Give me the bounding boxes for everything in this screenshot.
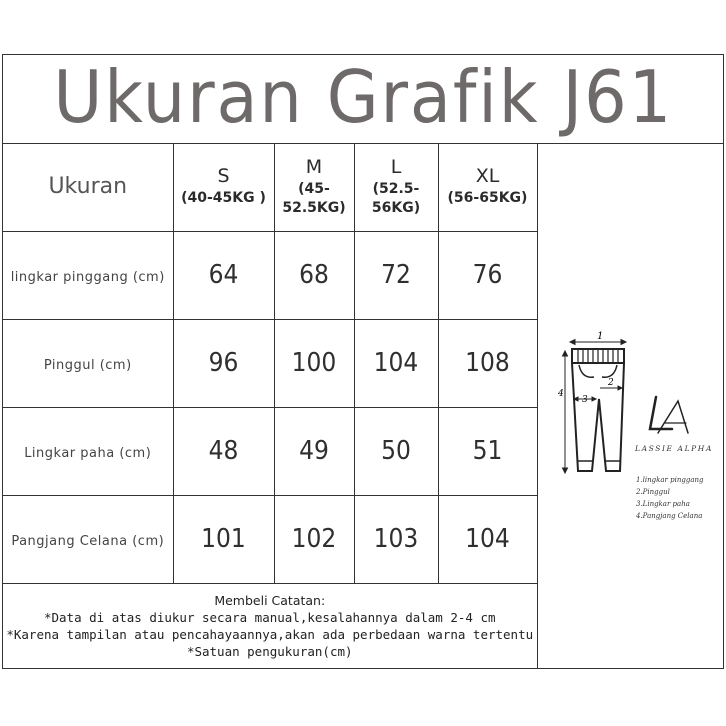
size-name: XL xyxy=(475,165,500,188)
value: 48 xyxy=(208,436,239,466)
size-table xyxy=(3,143,538,669)
row-label-cell xyxy=(3,231,173,319)
size-name: M xyxy=(305,155,323,178)
note-line: *Data di atas diukur secara manual,kesalahannya dalam 2-4 cm xyxy=(43,610,496,626)
value: 64 xyxy=(208,260,239,290)
value: 76 xyxy=(472,260,503,290)
size-name: L xyxy=(390,155,402,178)
value-cell xyxy=(274,231,354,319)
value-cell xyxy=(354,319,438,407)
value: 51 xyxy=(472,436,503,466)
value: 104 xyxy=(465,524,510,554)
row-label: Pangjang Celana (cm) xyxy=(11,533,165,549)
brand-name: LASSIE ALPHA xyxy=(635,444,713,453)
notes-title: Membeli Catatan: xyxy=(214,593,326,609)
size-name: S xyxy=(217,165,230,188)
marker-2: 2 xyxy=(608,378,614,388)
value: 101 xyxy=(201,524,246,554)
table-row xyxy=(3,231,537,319)
brand-logo xyxy=(650,397,688,433)
marker-3: 3 xyxy=(582,395,588,405)
size-range: (45- 52.5KG) xyxy=(282,180,346,216)
value-cell xyxy=(173,407,274,495)
size-header-cell xyxy=(354,143,438,231)
value: 49 xyxy=(299,436,329,466)
value: 102 xyxy=(291,524,337,554)
marker-1: 1 xyxy=(597,331,604,342)
legend-item: 1.lingkar pinggang xyxy=(636,476,704,484)
header-label: Ukuran xyxy=(48,174,128,200)
legend-item: 3.Lingkar paha xyxy=(636,500,690,508)
value: 72 xyxy=(381,260,411,290)
measurement-diagram-panel xyxy=(537,143,724,669)
row-label-cell xyxy=(3,319,173,407)
value: 103 xyxy=(373,524,419,554)
notes-cell xyxy=(3,583,537,669)
value-cell xyxy=(354,231,438,319)
value: 96 xyxy=(208,348,239,378)
pants-diagram xyxy=(538,143,724,669)
marker-4: 4 xyxy=(558,389,564,399)
table-row xyxy=(3,407,537,495)
value-cell xyxy=(173,495,274,583)
value: 108 xyxy=(465,348,510,378)
size-header-cell xyxy=(274,143,354,231)
row-label: Lingkar paha (cm) xyxy=(24,445,152,461)
table-row xyxy=(3,495,537,583)
value-cell xyxy=(438,495,537,583)
value: 50 xyxy=(381,436,411,466)
size-header-cell xyxy=(438,143,537,231)
legend-item: 4.Pangjang Celana xyxy=(636,512,703,520)
value-cell xyxy=(354,495,438,583)
row-label: Pinggul (cm) xyxy=(43,357,132,373)
value-cell xyxy=(438,407,537,495)
note-line: *Karena tampilan atau pencahayaannya,akan ada perbedaan warna tertentu xyxy=(6,627,534,643)
value-cell xyxy=(274,319,354,407)
value-cell xyxy=(173,231,274,319)
size-header-cell xyxy=(173,143,274,231)
value-cell xyxy=(438,319,537,407)
title-row xyxy=(3,55,723,144)
header-label-cell xyxy=(3,143,173,231)
value: 68 xyxy=(299,260,329,290)
legend-item: 2.Pinggul xyxy=(636,488,670,496)
value: 104 xyxy=(373,348,419,378)
note-line: *Satuan pengukuran(cm) xyxy=(186,644,353,660)
value: 100 xyxy=(291,348,337,378)
row-label-cell xyxy=(3,407,173,495)
measurement-legend xyxy=(636,474,703,522)
row-label-cell xyxy=(3,495,173,583)
chart-title: Ukuran Grafik J61 xyxy=(53,55,673,139)
value-cell xyxy=(438,231,537,319)
notes-row xyxy=(3,583,537,669)
value-cell xyxy=(173,319,274,407)
length-arrow xyxy=(563,351,568,473)
value-cell xyxy=(274,407,354,495)
size-range: (52.5- 56KG) xyxy=(371,180,421,216)
size-range: (56-65KG) xyxy=(447,190,528,207)
value-cell xyxy=(354,407,438,495)
table-row xyxy=(3,319,537,407)
pants-shape xyxy=(572,363,624,471)
header-row xyxy=(3,143,537,231)
value-cell xyxy=(274,495,354,583)
notes xyxy=(3,592,537,660)
size-range: (40-45KG ) xyxy=(181,190,266,207)
size-chart-frame xyxy=(2,54,724,669)
row-label: lingkar pinggang (cm) xyxy=(10,269,165,285)
